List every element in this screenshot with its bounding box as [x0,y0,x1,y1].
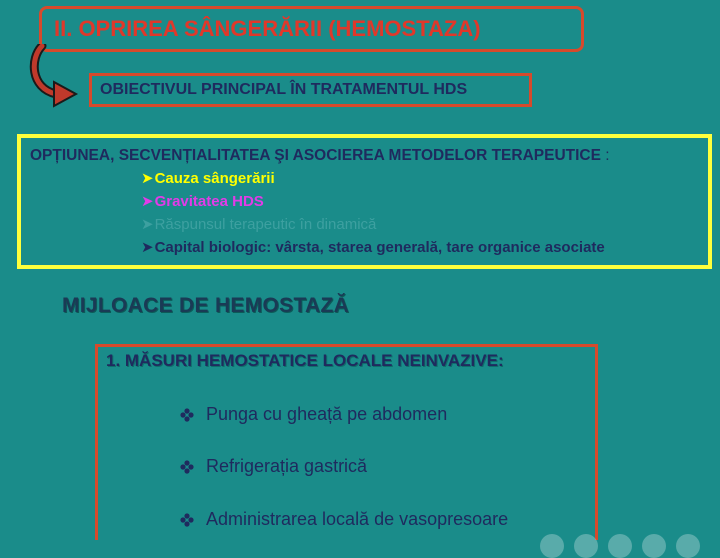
slide-title [39,6,584,52]
curved-arrow-icon [28,44,84,114]
measures-heading: 1. MĂSURI HEMOSTATICE LOCALE NEINVAZIVE: [106,351,504,370]
measure-item-text: Refrigerația gastrică [206,456,368,476]
arrowhead-bullet-icon: ➤ [141,239,154,256]
option-item [141,169,275,187]
measure-item [180,404,447,425]
diamond-bullet-icon [180,513,194,527]
objective-text: OBIECTIVUL PRINCIPAL ÎN TRATAMENTUL HDS [100,81,468,98]
option-item-text: Gravitatea HDS [154,192,264,210]
measure-item [180,509,508,530]
measure-item [180,456,367,477]
nav-play-button[interactable] [608,534,632,558]
option-item [141,215,376,233]
nav-last-button[interactable] [676,534,700,558]
objective-box [89,73,532,107]
arrowhead-bullet-icon: ➤ [141,193,154,210]
options-heading-colon: : [605,147,610,164]
arrowhead-bullet-icon: ➤ [141,170,154,187]
options-heading [30,147,610,165]
nav-prev-button[interactable] [574,534,598,558]
option-item [141,238,605,256]
diamond-bullet-icon [180,460,194,474]
nav-first-button[interactable] [540,534,564,558]
section-title: MIJLOACE DE HEMOSTAZĂ [62,294,350,317]
option-item-text: Răspunsul terapeutic în dinamică [154,215,377,233]
option-item [141,192,264,210]
nav-next-button[interactable] [642,534,666,558]
option-item-text: Capital biologic: vârsta, starea generală, tare organice asociate [154,238,605,256]
options-heading-text: OPȚIUNEA, SECVENȚIALITATEA ŞI ASOCIEREA METODELOR TERAPEUTICE [30,147,601,164]
arrowhead-bullet-icon: ➤ [141,216,154,233]
measure-item-text: Punga cu gheață pe abdomen [206,404,448,424]
diamond-bullet-icon [180,408,194,422]
option-item-text: Cauza sângerării [154,169,275,187]
slide-title-text: II. OPRIREA SÂNGERĂRII (HEMOSTAZA) [54,16,481,41]
measure-item-text: Administrarea locală de vasopresoare [206,509,509,529]
